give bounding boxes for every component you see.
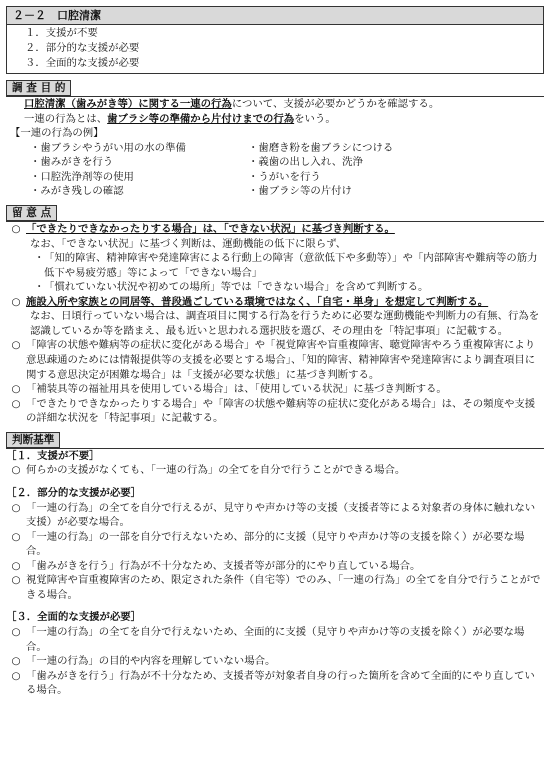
circle-bullet-icon: ○ (11, 222, 21, 235)
criteria-heading: ［１．支援が不要］ (6, 449, 100, 462)
circle-bullet-icon: ○ (11, 501, 21, 514)
criteria-heading: ［２．部分的な支援が必要］ (6, 486, 142, 499)
circle-bullet-icon: ○ (11, 339, 21, 352)
criteria-item (6, 625, 544, 654)
purpose-line-1-rest: について、支援が必要かどうかを確認する。 (231, 98, 440, 110)
circle-bullet-icon: ○ (11, 574, 21, 587)
purpose-line-2 (6, 112, 544, 127)
notes-section (6, 205, 544, 426)
item-title: ２－２ 口腔清潔 (7, 7, 543, 25)
criteria-text: 「歯みがきを行う」行為が不十分なため、支援者等が部分的にやり直している場合。 (26, 559, 421, 572)
note-item-1 (6, 222, 544, 237)
purpose-section (6, 80, 544, 199)
document-page (6, 6, 544, 698)
examples-heading: 【一連の行為の例】 (10, 127, 104, 140)
note-item-3 (6, 338, 544, 382)
note-1-sub-text: 「慣れていない状況や初めての場所」等では「できない場合」を含めて判断する。 (44, 281, 429, 294)
note-item-4 (6, 382, 544, 397)
circle-bullet-icon: ○ (11, 383, 21, 396)
examples-grid (6, 141, 544, 199)
note-5-text: 「できたりできなかったりする場合」や「障害の状態や難病等の症状に変化がある場合」は、その頻度や支援の詳細な状況を「特記事項」に記載する。 (26, 397, 536, 425)
note-4-text: 「補装具等の福祉用具を使用している場合」は、「使用している状況」に基づき判断する。 (26, 383, 447, 396)
note-1-sub-text: 「知的障害、精神障害や発達障害による行動上の障害（意欲低下や多動等）」や「内部障害や難病等の筋力低下や易疲労感」等によって「できない場合」 (44, 252, 538, 279)
criteria-item (6, 501, 544, 530)
purpose-label: 調 査 目 的 (6, 80, 71, 96)
circle-bullet-icon: ○ (11, 530, 21, 543)
criteria-item (6, 654, 544, 669)
criteria-item (6, 530, 544, 559)
dot-bullet-icon: ・ (34, 281, 45, 294)
example-item: ・義歯の出し入れ、洗浄 (248, 156, 363, 169)
criteria-text: 「歯みがきを行う」行為が不十分なため、支援者等が対象者自身の行った箇所を含めて全面的にやり直している場合。 (26, 669, 535, 697)
note-3-text: 「障害の状態や難病等の症状に変化がある場合」や「視覚障害や盲重複障害、聴覚障害やろう重複障害により意思疎通のためには情報提供等の支援を必要とする場合」、「知的障害、精神障害や発達障害により調査項目に関する意思決定が困難な場合」は「支援が必要な状態」に基づき判断する。 (26, 339, 536, 381)
note-1-sub-1 (6, 251, 544, 280)
purpose-line-2-pre: 一連の行為とは、 (24, 112, 108, 125)
note-1-sub-2 (6, 280, 544, 295)
criteria-label: 判断基準 (6, 432, 60, 448)
note-item-5 (6, 397, 544, 426)
note-2-body: なお、日頃行っていない場合は、調査項目に関する行為を行うために必要な運動機能や判断力の有無、行為を認識しているか等を踏まえ、最も近いと思われる選択肢を選び、その理由を「特記事項」に記載する。 (30, 310, 540, 337)
criteria-text: 「一連の行為」の全てを自分で行えないため、全面的に支援（見守りや声かけ等の支援を除く）が必要な場合。 (26, 626, 525, 653)
circle-bullet-icon: ○ (11, 397, 21, 410)
circle-bullet-icon: ○ (11, 295, 21, 308)
criteria-item (6, 559, 544, 574)
criteria-item (6, 573, 544, 602)
criteria-text: 「一連の行為」の目的や内容を理解していない場合。 (26, 655, 276, 668)
criteria-text: 「一連の行為」の一部を自分で行えないため、部分的に支援（見守りや声かけ等の支援を除く）が必要な場合。 (26, 530, 525, 558)
option-list (7, 25, 543, 73)
criteria-text: 「一連の行為」の全てを自分で行えるが、見守りや声かけ等の支援（支援者等による対象者の身体に触れない支援）が必要な場合。 (26, 501, 536, 529)
option-2: ２．部分的な支援が必要 (25, 42, 140, 54)
criteria-text: 何らかの支援がなくても、「一連の行為」の全てを自分で行うことができる場合。 (26, 464, 406, 477)
example-item: ・歯みがきを行う (30, 156, 114, 169)
note-1-title: 「できたりできなかったりする場合」は、「できない状況」に基づき判断する。 (26, 222, 395, 235)
note-item-2 (6, 295, 544, 310)
circle-bullet-icon: ○ (11, 669, 21, 682)
circle-bullet-icon: ○ (11, 626, 21, 638)
purpose-line-1-strong: 口腔清潔（歯みがき等）に関する一連の行為 (24, 98, 232, 110)
criteria-group-3 (6, 610, 544, 697)
criteria-text: 視覚障害や盲重複障害のため、限定された条件（自宅等）でのみ、「一連の行為」の全てを自分で行うことができる場合。 (26, 574, 541, 601)
criteria-group-2 (6, 486, 544, 603)
example-item: ・歯ブラシ等の片付け (248, 185, 352, 198)
circle-bullet-icon: ○ (11, 655, 21, 668)
example-item: ・歯ブラシやうがい用の水の準備 (30, 141, 186, 154)
circle-bullet-icon: ○ (11, 559, 21, 572)
criteria-item (6, 669, 544, 698)
example-item: ・うがいを行う (248, 170, 321, 183)
option-1: １．支援が不要 (25, 27, 98, 39)
criteria-group-1 (6, 449, 544, 478)
purpose-line-1 (6, 97, 544, 112)
purpose-line-2-strong: 歯ブラシ等の準備から片付けまでの行為 (107, 112, 295, 125)
example-item: ・みがき残しの確認 (30, 185, 124, 198)
criteria-item (6, 463, 544, 478)
note-1-body: なお、「できない状況」に基づく判断は、運動機能の低下に限らず、 (30, 237, 347, 250)
circle-bullet-icon: ○ (11, 464, 21, 477)
criteria-section (6, 432, 544, 698)
example-item: ・口腔洗浄剤等の使用 (30, 170, 134, 183)
criteria-heading: ［３．全面的な支援が必要］ (6, 611, 142, 624)
example-item: ・歯磨き粉を歯ブラシにつける (248, 141, 394, 154)
option-3: ３．全面的な支援が必要 (25, 57, 140, 69)
purpose-line-2-post: をいう。 (294, 112, 336, 125)
dot-bullet-icon: ・ (34, 252, 45, 265)
note-2-title: 施設入所や家族との同居等、普段過ごしている環境ではなく、「自宅・単身」を想定して判断する。 (26, 295, 489, 308)
notes-label: 留 意 点 (6, 205, 57, 221)
item-header-box (6, 6, 544, 74)
